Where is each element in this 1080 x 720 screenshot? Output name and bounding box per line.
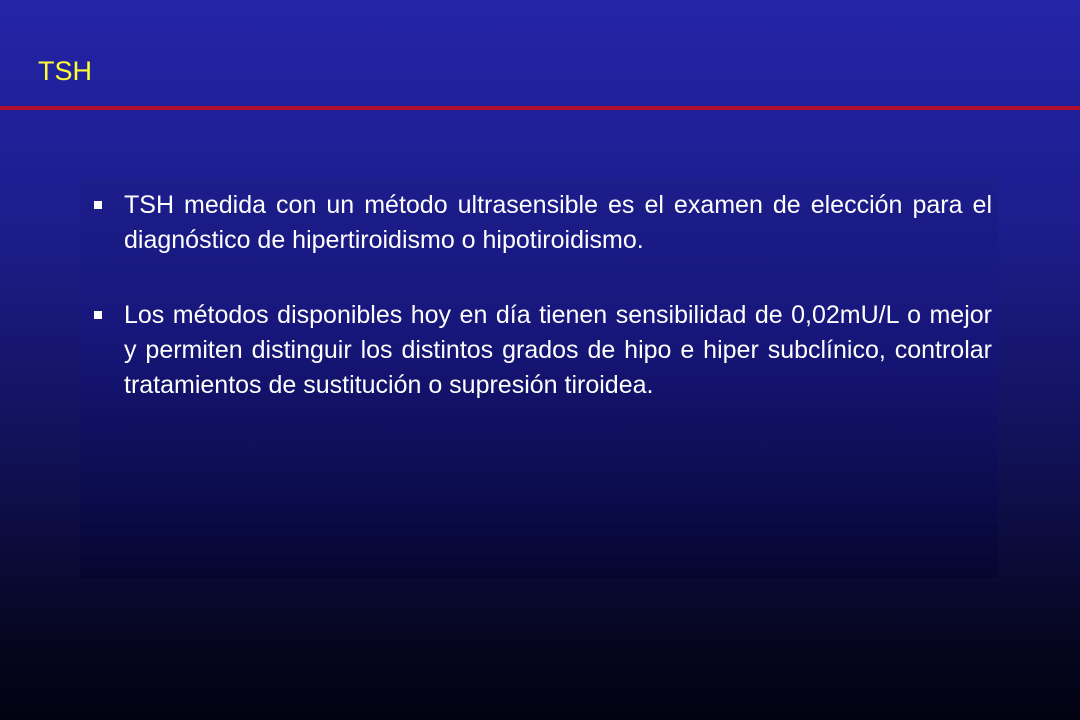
bullet-text: Los métodos disponibles hoy en día tienen sensibilidad de 0,02mU/L o mejor y permiten distinguir los distintos grados de hipo e hiper subclínico, controlar tratamientos de sustitución o supresión tiroidea.: [124, 301, 992, 399]
square-bullet-icon: [94, 311, 102, 319]
square-bullet-icon: [94, 201, 102, 209]
bullet-item: [92, 188, 992, 258]
title-divider: [0, 106, 1080, 110]
slide-title: TSH: [38, 56, 92, 86]
bullet-list: [92, 188, 992, 443]
bullet-text: TSH medida con un método ultrasensible es el examen de elección para el diagnóstico de hipertiroidismo o hipotiroidismo.: [124, 191, 992, 254]
bullet-item: [92, 298, 992, 403]
